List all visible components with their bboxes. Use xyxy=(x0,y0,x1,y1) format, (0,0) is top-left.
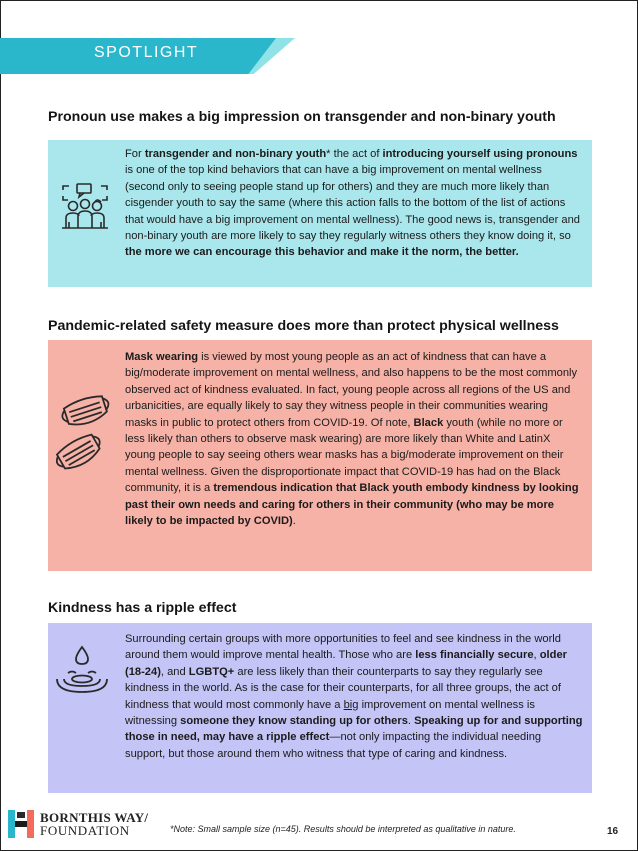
pronouns-body-text xyxy=(125,146,583,261)
pandemic-text-run: . xyxy=(292,515,296,528)
pandemic-text-run: tremendous indication that Black youth embody kindness by looking past their own needs and caring for others in their community (who may be more likely to be impacted by COVID) xyxy=(125,482,579,528)
ripple-callout-box xyxy=(48,623,592,793)
pandemic-callout-box xyxy=(48,340,592,571)
pronouns-text-run: * the act of xyxy=(326,148,383,160)
section-heading-pronouns: Pronoun use makes a big impression on transgender and non-binary youth xyxy=(48,109,556,125)
pandemic-text-run: youth (while no more or less likely than others to observe mask wearing) are more likely than White and LatinX young people to say seeing others wear masks has a big/moderate improvement on their mental wellness. Given the disproportionate impact that COVID-19 has had on the Black community, it is a xyxy=(125,416,564,495)
conversation-group-icon xyxy=(59,182,111,238)
pronouns-text-run: the more we can encourage this behavior and make it the norm, the better. xyxy=(125,246,519,259)
pandemic-text-run: is viewed by most young people as an act of kindness that can have a big/moderate improvement on mental wellness, and also happens to be the most commonly observed act of kindness evaluated. In fact, young people across all regions of the US and urbanicities, are equally likely to say they witness people in their communities wearing masks in public to protect others from COVID-19. Of note, xyxy=(125,351,578,429)
pronouns-callout-box xyxy=(48,140,592,287)
section-heading-ripple: Kindness has a ripple effect xyxy=(48,600,237,616)
face-mask-icon xyxy=(56,392,114,476)
ripple-text-run: . xyxy=(407,715,415,728)
pandemic-text-run: Mask wearing xyxy=(125,351,199,363)
ripple-text-run: LGBTQ+ xyxy=(188,665,235,678)
pronouns-text-run: transgender and non-binary youth xyxy=(144,148,327,160)
pandemic-body-text xyxy=(125,349,583,529)
ripple-text-run: are less likely than their counterparts to say they regularly see kindness in the world. As is the case for their counterparts, for all three groups, the act of kindness that would most commonly have a xyxy=(125,665,561,711)
ripple-text-run: Surrounding certain groups with more opportunities to feel and see kindness in the world around them would improve mental health. Those who are xyxy=(125,633,561,662)
pandemic-text-run: Black xyxy=(413,416,444,429)
ripple-text-run: , xyxy=(533,649,540,662)
pronouns-text-run: is one of the top kind behaviors that can have a big improvement on mental wellness (second only to seeing people stand up for others) and they are much more likely than cisgender youth to say the same (where this action falls to the bottom of the list of actions that would have a big improvement on mental wellness). The good news is, transgender and non-binary youth are more likely to say they regularly witness others they know doing it, so xyxy=(125,164,580,243)
foundation-logo-mark xyxy=(8,810,34,838)
pronouns-text-run: introducing yourself using pronouns xyxy=(382,148,578,160)
ripple-text-run: —not only impacting the individual needing support, but those around them who witness that type of caring and kindness. xyxy=(125,731,542,760)
water-ripple-icon xyxy=(54,645,110,695)
page-number: 16 xyxy=(607,826,619,837)
ripple-text-run: Speaking up for and supporting those in need, may have a ripple effect xyxy=(125,715,583,744)
ripple-text-run: , and xyxy=(160,665,189,678)
foundation-logo xyxy=(8,810,163,838)
ripple-text-run: big xyxy=(343,698,359,711)
ripple-text-run: older (18-24) xyxy=(125,649,567,678)
logo-line-2: FOUNDATION xyxy=(40,823,130,838)
pronouns-text-run: For xyxy=(125,148,145,160)
logo-line-1: BORNTHIS WAY/ xyxy=(40,810,149,825)
ripple-body-text xyxy=(125,631,583,762)
ripple-text-run: someone they know standing up for others xyxy=(180,715,408,728)
section-heading-pandemic: Pandemic-related safety measure does more than protect physical wellness xyxy=(48,318,559,334)
spotlight-label: SPOTLIGHT xyxy=(94,44,199,61)
ripple-text-run: improvement on mental wellness is witnessing xyxy=(125,698,535,728)
footnote: *Note: Small sample size (n=45). Results should be interpreted as qualitative in nature. xyxy=(170,824,516,834)
ripple-text-run: less financially secure xyxy=(415,649,534,662)
